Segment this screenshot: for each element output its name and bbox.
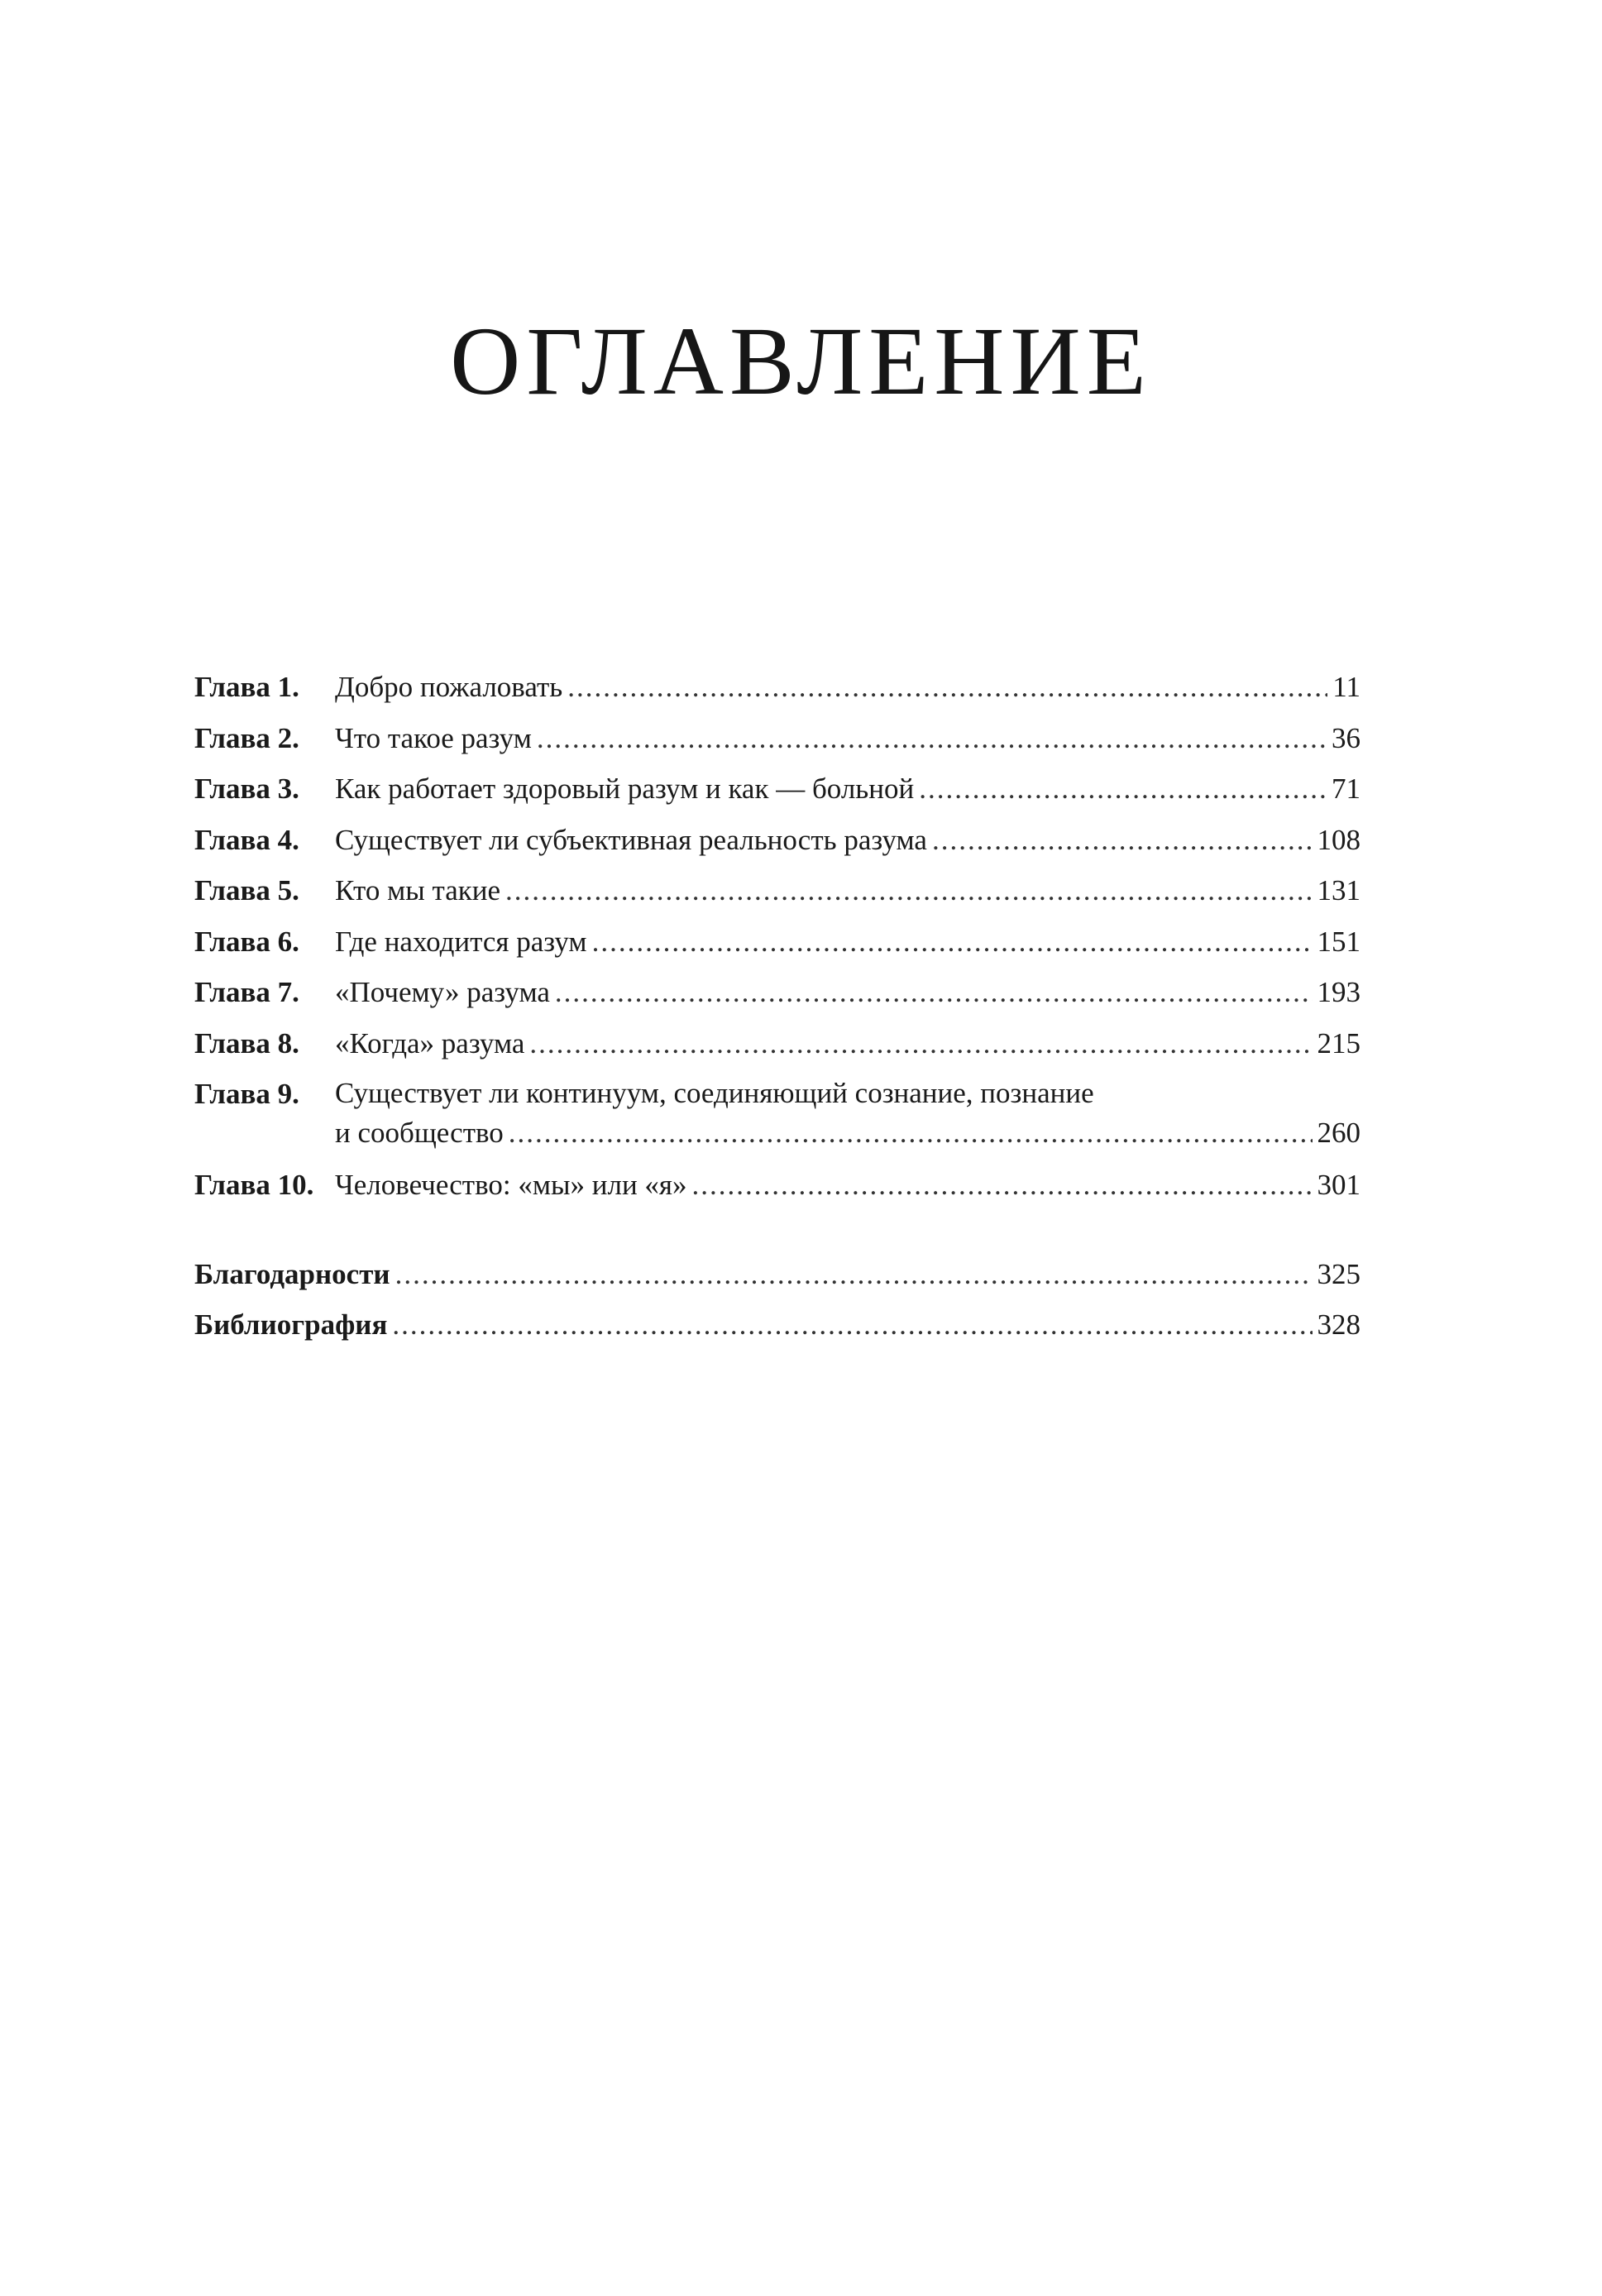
toc-entry-chapter-2[interactable] [194,713,1361,764]
page-number: 260 [1317,1117,1361,1149]
dot-leader [592,916,1313,968]
page-number: 151 [1317,925,1361,958]
dot-leader [692,1160,1313,1211]
chapter-label: Глава 6. [194,925,299,958]
page-number: 193 [1317,976,1361,1008]
chapter-label: Глава 2. [194,721,299,754]
dot-leader [505,865,1312,916]
page-number: 328 [1317,1308,1361,1341]
page-number: 325 [1317,1257,1361,1290]
toc-entry-bibliography[interactable] [194,1299,1361,1351]
chapter-label: Глава 8. [194,1026,299,1060]
dot-leader [537,713,1327,764]
toc-entry-acknowledgements[interactable] [194,1249,1361,1300]
section-spacer [194,1211,1361,1249]
dot-leader [919,763,1327,815]
toc-entry-chapter-8[interactable] [194,1018,1361,1069]
chapter-label: Глава 4. [194,823,299,856]
chapter-title: Кто мы такие [335,874,501,906]
dot-leader [529,1018,1312,1069]
toc-entry-chapter-5[interactable] [194,865,1361,916]
chapter-title: Как работает здоровый разум и как — больной [335,773,915,805]
chapter-title-line-2: и сообщество [335,1117,504,1149]
toc-entry-chapter-9[interactable] [194,1069,1361,1160]
chapter-title: Добро пожаловать [335,671,563,703]
back-matter-title: Библиография [194,1308,388,1341]
chapter-label: Глава 5. [194,874,299,906]
toc-entry-chapter-1[interactable] [194,662,1361,713]
chapter-title: Где находится разум [335,925,587,958]
dot-leader [392,1299,1312,1351]
dot-leader [509,1113,1313,1153]
page-number: 71 [1332,773,1361,805]
chapter-title-line-1: Существует ли континуум, соединяющий сознание, познание [335,1077,1094,1109]
dot-leader [395,1249,1313,1300]
dot-leader [932,815,1313,866]
page-number: 131 [1317,874,1361,906]
page-number: 108 [1317,823,1361,856]
chapter-label: Глава 3. [194,773,299,805]
dot-leader [567,662,1327,713]
chapter-title: «Когда» разума [335,1026,525,1060]
toc-entry-chapter-10[interactable] [194,1160,1361,1211]
toc-entry-chapter-3[interactable] [194,763,1361,815]
table-of-contents [194,662,1361,1351]
page-title: ОГЛАВЛЕНИЕ [450,307,1152,415]
toc-entry-chapter-4[interactable] [194,815,1361,866]
dot-leader [555,967,1313,1018]
chapter-title: «Почему» разума [335,976,550,1008]
page-number: 36 [1332,721,1361,754]
page-number: 301 [1317,1169,1361,1201]
chapter-label: Глава 9. [194,1078,299,1110]
chapter-title: Что такое разум [335,721,532,754]
page-number: 215 [1317,1026,1361,1060]
back-matter-title: Благодарности [194,1257,390,1290]
chapter-title: Человечество: «мы» или «я» [335,1169,687,1201]
chapter-label: Глава 10. [194,1169,314,1201]
toc-entry-chapter-6[interactable] [194,916,1361,968]
chapter-label: Глава 1. [194,671,299,703]
chapter-title: Существует ли субъективная реальность разума [335,823,927,856]
chapter-label: Глава 7. [194,976,299,1008]
page-number: 11 [1332,671,1361,703]
toc-entry-chapter-7[interactable] [194,967,1361,1018]
